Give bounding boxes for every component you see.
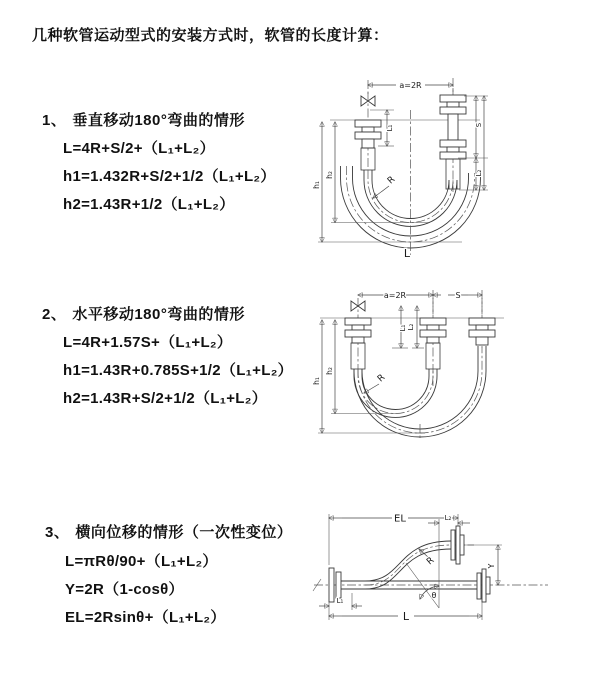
section-1-title: 垂直移动180°弯曲的情形	[72, 112, 245, 129]
radius-label: R	[385, 174, 398, 187]
dim-label-h2: h₂	[325, 367, 334, 375]
page-title: 几种软管运动型式的安装方式时，软管的长度计算：	[32, 27, 389, 44]
dim-label-a2r: a=2R	[383, 291, 407, 300]
right-pipe-moved-position	[469, 298, 495, 348]
section-1-number: 1、	[42, 112, 67, 129]
radius-annotation	[364, 373, 387, 393]
formula-3-Y: Y=2R（1-cosθ）	[65, 581, 184, 598]
diagram-horizontal-180-bend	[312, 286, 600, 448]
section-1-heading	[42, 109, 245, 130]
length-label: L	[403, 247, 411, 260]
radius-annotation	[373, 175, 397, 198]
section-3-title: 横向位移的情形（一次性变位）	[75, 524, 293, 541]
dim-label-el: EL	[394, 513, 406, 525]
dim-label-y: Y	[487, 563, 496, 569]
dim-label-h1: h₁	[312, 377, 321, 385]
section-2-heading	[42, 303, 245, 324]
right-pipe-assembly	[440, 88, 466, 192]
dim-label-s: S	[455, 291, 461, 300]
dimension-el	[329, 514, 458, 566]
dim-label-l: L	[402, 610, 410, 623]
center-tick	[415, 424, 425, 440]
formula-2-h1: h1=1.43R+0.785S+1/2（L₁+L₂）	[63, 362, 293, 379]
dimension-a2r	[368, 78, 453, 94]
diagram-vertical-180-bend	[312, 70, 592, 262]
dim-label-s: S	[475, 122, 483, 128]
radius-label: R	[375, 372, 388, 385]
dim-label-l2: L₂	[475, 169, 483, 177]
formula-3-L: L=πRθ/90+（L₁+L₂）	[65, 553, 218, 570]
section-3-number: 3、	[45, 524, 70, 541]
formula-1-L: L=4R+S/2+（L₁+L₂）	[63, 140, 215, 157]
dim-label-h2: h₂	[325, 171, 334, 179]
diagram-lateral-displacement	[312, 505, 600, 650]
section-2-title: 水平移动180°弯曲的情形	[72, 306, 245, 323]
upper-flange-assembly	[451, 526, 464, 564]
dim-label-l1: L₁	[336, 597, 344, 605]
left-pipe-assembly	[345, 298, 371, 369]
formula-2-L: L=4R+1.57S+（L₁+L₂）	[63, 334, 233, 351]
dimension-a2r-s	[358, 290, 482, 314]
right-flange-original-position	[477, 569, 490, 602]
radius-label: R	[425, 555, 437, 568]
angle-label: θ	[431, 591, 437, 600]
dimension-l1	[392, 306, 408, 348]
section-3-heading	[45, 521, 292, 542]
formula-3-EL: EL=2Rsinθ+（L₁+L₂）	[65, 609, 226, 626]
formula-1-h2: h2=1.43R+1/2（L₁+L₂）	[63, 196, 235, 213]
angle-annotation	[406, 563, 439, 608]
hose-moved-position	[354, 346, 486, 437]
dim-label-h1: h₁	[312, 181, 321, 189]
dimension-l2	[407, 306, 424, 348]
dim-label-l1: L₁	[386, 124, 394, 132]
dim-label-l2: L₂	[407, 323, 415, 331]
dim-label-l2: L₂	[444, 514, 452, 522]
dim-label-a2r: a=2R	[399, 81, 422, 90]
formula-2-h2: h2=1.43R+S/2+1/2（L₁+L₂）	[63, 390, 268, 407]
left-pipe-assembly	[355, 92, 381, 170]
dim-label-l1: L₁	[399, 324, 407, 332]
formula-1-h1: h1=1.432R+S/2+1/2（L₁+L₂）	[63, 168, 276, 185]
section-2-number: 2、	[42, 306, 67, 323]
